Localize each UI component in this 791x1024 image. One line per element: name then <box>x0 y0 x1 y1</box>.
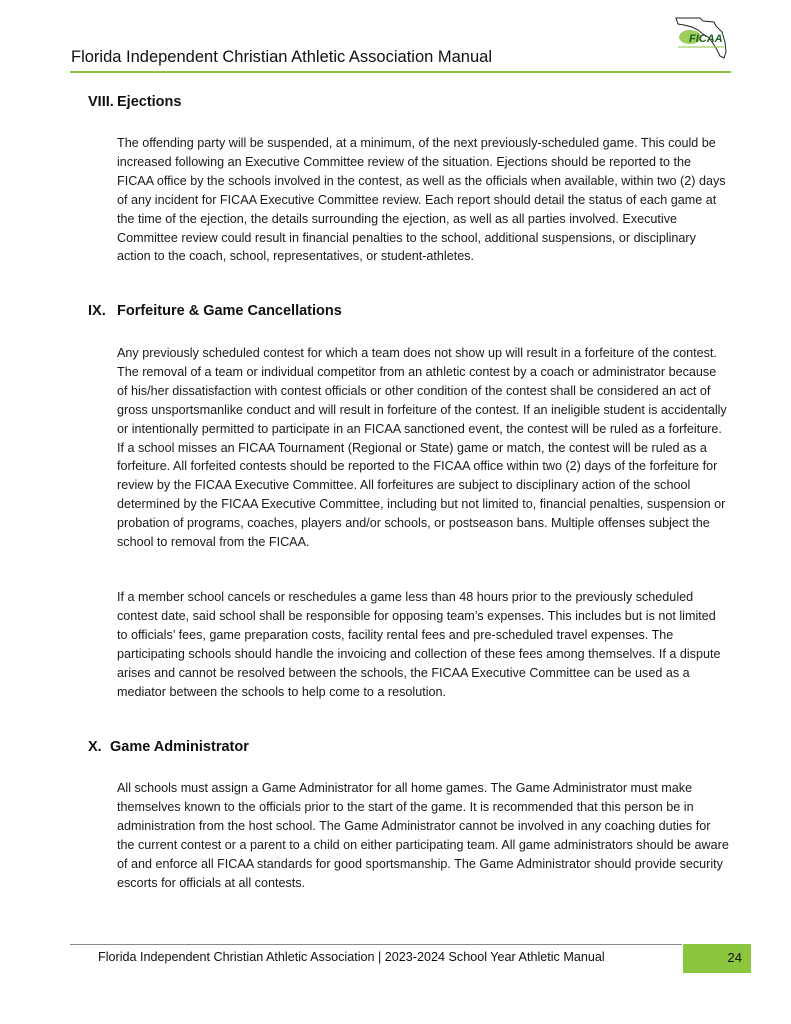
paragraph-game-administrator: All schools must assign a Game Administrator for all home games. The Game Administrator must make themselves known to the officials prior to the start of the game. It is recommended that this person be in administration from the host school. The Game Administrator cannot be involved in any coaching duties for the current contest or a parent to a child on either participating team. All game administrators should be aware of and enforce all FICAA standards for good sportsmanship. The Game Administrator should provide security escorts for officials at all contests. <box>117 781 729 890</box>
section-title: Forfeiture & Game Cancellations <box>117 303 342 319</box>
section-number: X. <box>88 739 102 755</box>
section-heading-ejections <box>88 94 181 110</box>
page-header-title: Florida Independent Christian Athletic Association Manual <box>71 48 492 66</box>
section-heading-forfeiture <box>88 303 342 319</box>
paragraph-forfeiture: Any previously scheduled contest for which a team does not show up will result in a forfeiture of the contest. The removal of a team or individual competitor from an athletic contest by a coach or administrator because of his/her dissatisfaction with contest officials or other condition of the contest shall be considered an act of gross unsportsmanlike conduct and will result in forfeiture of the contest. If an ineligible student is accidentally or intentionally permitted to participate in an FICAA sanctioned event, the contest will be ruled as a forfeiture. If a school misses an FICAA Tournament (Regional or State) game or match, the contest will be ruled as a forfeiture. All forfeited contests should be reported to the FICAA office within two (2) days of the forfeiture for review by the FICAA Executive Committee. All forfeitures are subject to disciplinary action of the school determined by the FICAA Executive Committee, including but not limited to, financial penalties, suspension or probation of programs, coaches, players and/or schools, or postseason bans. Multiple offenses subject the school to removal from the FICAA. <box>117 346 727 550</box>
section-title: Game Administrator <box>110 739 249 755</box>
section-number: VIII. <box>88 94 114 110</box>
footer-rule <box>70 944 682 945</box>
section-heading-game-administrator <box>88 739 249 755</box>
ficaa-logo <box>670 12 732 64</box>
page-number-box <box>683 944 751 973</box>
paragraph-ejections: The offending party will be suspended, at a minimum, of the next previously-scheduled game. This could be increased following an Executive Committee review of the situation. Ejections should be reported to the FICAA office by the schools involved in the contest, as well as the officials when available, within two (2) days of any incident for FICAA Executive Committee review. Each report should detail the status of each game at the time of the ejection, the details surrounding the ejection, as well as all parties involved. Executive Committee review could result in financial penalties to the school, additional suspensions, or disciplinary action to the coach, school, representatives, or student-athletes. <box>117 136 726 264</box>
paragraph-cancellations: If a member school cancels or reschedules a game less than 48 hours prior to the previously scheduled contest date, said school shall be responsible for opposing team’s expenses. This includes but is not limited to officials’ fees, game preparation costs, facility rental fees and pre-scheduled travel expenses. The participating schools should handle the invoicing and collection of these fees among themselves. If a dispute arises and cannot be resolved between the schools, the FICAA Executive Committee can be used as a mediator between the schools to help come to a resolution. <box>117 590 721 699</box>
svg-text:FICAA: FICAA <box>689 33 723 45</box>
page-number: 24 <box>727 950 742 965</box>
footer-text: Florida Independent Christian Athletic Association | 2023-2024 School Year Athletic Manual <box>98 950 605 964</box>
header-rule <box>70 71 731 73</box>
section-title: Ejections <box>117 94 182 110</box>
section-number: IX. <box>88 303 106 319</box>
